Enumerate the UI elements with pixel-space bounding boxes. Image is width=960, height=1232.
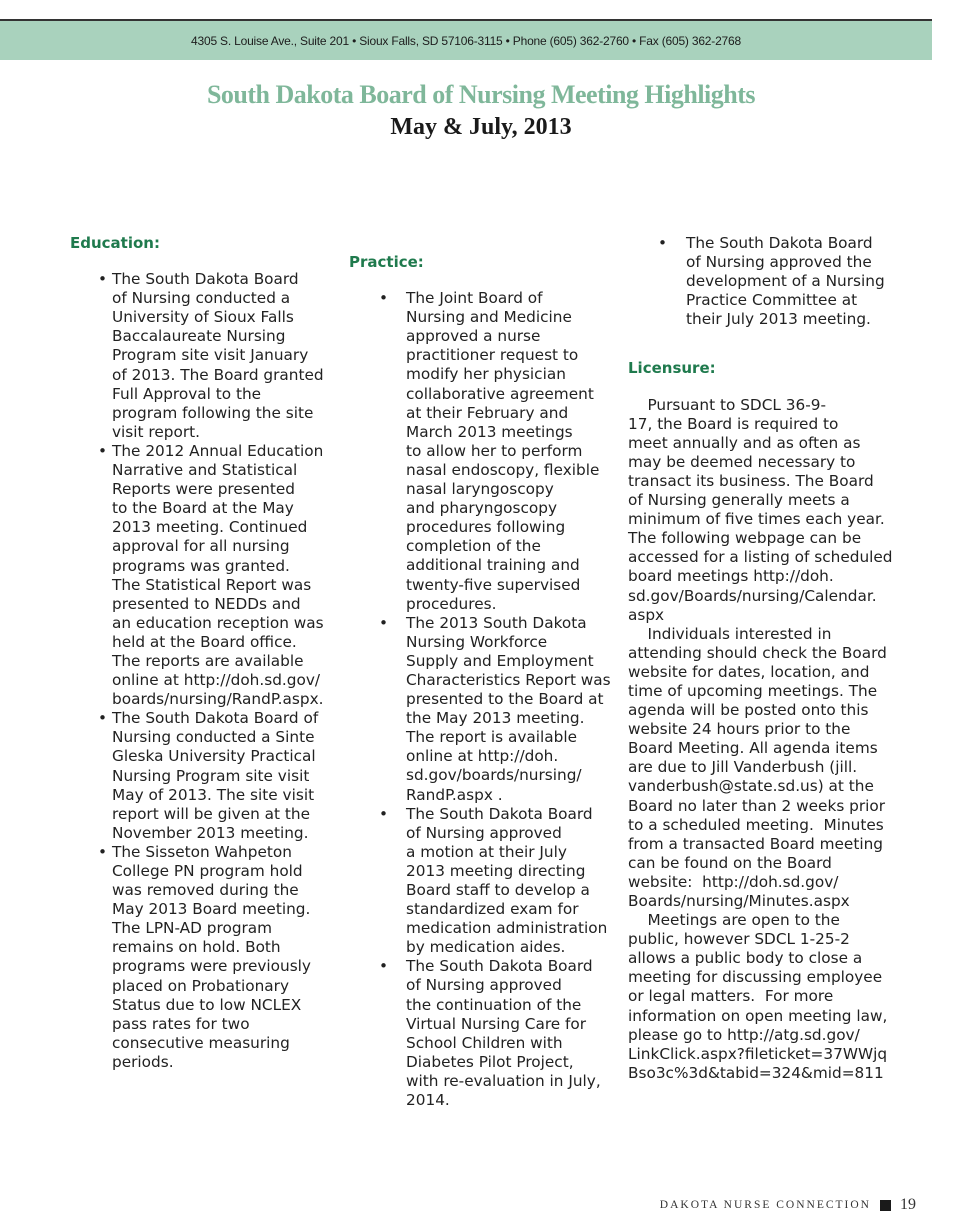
list-item-line: presented to the Board at [406, 690, 604, 709]
list-item-line: The 2012 Annual Education [112, 441, 324, 460]
list-item-line: to allow her to perform [406, 441, 583, 460]
list-item-line: approval for all nursing [112, 537, 290, 556]
list-item-line: November 2013 meeting. [112, 823, 309, 842]
list-item-line: Baccalaureate Nursing [112, 327, 286, 346]
licensure-line: allows a public body to close a [628, 949, 863, 968]
list-item-line: at their February and [406, 403, 569, 422]
list-item-line: standardized exam for [406, 900, 579, 919]
list-item-line: of 2013. The Board granted [112, 365, 324, 384]
list-item-line: their July 2013 meeting. [686, 310, 871, 329]
licensure-line: Boards/nursing/Minutes.aspx [628, 892, 850, 910]
licensure-line: meeting for discussing employee [628, 968, 883, 987]
list-item-line: online at http://doh.sd.gov/ [112, 671, 321, 690]
licensure-line: can be found on the Board [628, 853, 832, 872]
page-title: South Dakota Board of Nursing Meeting Highlights [206, 80, 756, 109]
list-item [70, 709, 338, 843]
page-subtitle: May & July, 2013 [390, 114, 572, 140]
list-item-line: Reports were presented [112, 480, 295, 499]
list-item-line: was removed during the [112, 881, 299, 900]
list-item-line: Board staff to develop a [406, 881, 590, 899]
list-item-line: presented to NEDDs and [112, 594, 301, 613]
list-item-line: Characteristics Report was [406, 670, 611, 689]
list-item-line: sd.gov/boards/nursing/ [406, 766, 582, 785]
list-item-line: The Joint Board of [406, 289, 543, 308]
list-item-line: the May 2013 meeting. [406, 709, 585, 728]
list-item-line: the continuation of the [406, 995, 582, 1014]
list-item-line: The South Dakota Board of [112, 709, 319, 728]
list-item-line: boards/nursing/RandP.aspx. [112, 690, 324, 709]
list-item-line: medication administration [406, 919, 608, 938]
licensure-line: Board Meeting. All agenda items [628, 739, 878, 758]
list-item [628, 234, 903, 329]
publication-name: DAKOTA NURSE CONNECTION [659, 1199, 871, 1211]
bullet-icon: • [98, 709, 108, 728]
licensure-line: sd.gov/Boards/nursing/Calendar. [628, 586, 877, 605]
page-number: 19 [900, 1196, 916, 1213]
list-item-line: The South Dakota Board [112, 270, 299, 289]
licensure-line: aspx [628, 605, 665, 624]
list-item-line: of Nursing approved the [686, 253, 872, 272]
licensure-line: attending should check the Board [628, 643, 887, 662]
licensure-line: meet annually and as often as [628, 433, 861, 452]
licensure-line: The following webpage can be [628, 529, 862, 548]
list-item-line: Narrative and Statistical [112, 461, 298, 480]
bullet-icon: • [98, 842, 108, 861]
list-item-line: Practice Committee at [686, 291, 858, 310]
list-item-line: The reports are available [112, 651, 304, 670]
licensure-line: of Nursing generally meets a [628, 491, 850, 510]
licensure-line: website: http://doh.sd.gov/ [628, 872, 839, 891]
bullet-icon: • [98, 270, 108, 289]
list-item [70, 270, 338, 442]
practice-list [349, 289, 619, 1110]
licensure-line: public, however SDCL 1-25-2 [628, 930, 850, 949]
bullet-icon: • [379, 957, 389, 976]
list-item-line: The LPN-AD program [112, 919, 273, 938]
list-item-line: to the Board at the May [112, 499, 294, 518]
address-bar [0, 21, 932, 60]
list-item-line: The South Dakota Board [406, 804, 593, 823]
list-item [349, 614, 619, 805]
list-item-line: The report is available [406, 728, 578, 747]
licensure-line: Meetings are open to the [628, 911, 840, 930]
list-item [349, 805, 619, 958]
list-item-line: Status due to low NCLEX [112, 995, 302, 1014]
licensure-line: Bso3c%3d&tabid=324&mid=811 [628, 1063, 884, 1082]
list-item-line: development of a Nursing [686, 272, 885, 291]
list-item-line: Program site visit January [112, 346, 309, 365]
list-item-line: consecutive measuring [112, 1033, 290, 1052]
licensure-line: accessed for a listing of scheduled [628, 548, 893, 567]
list-item [70, 843, 338, 1072]
third-column [628, 234, 903, 1083]
list-item-line: of Nursing approved [406, 823, 562, 842]
licensure-line: from a transacted Board meeting [628, 834, 883, 853]
list-item-line: additional training and [406, 556, 580, 575]
list-item-line: nasal laryngoscopy [406, 480, 554, 499]
licensure-line: board meetings http://doh. [628, 567, 834, 586]
list-item-line: Nursing Workforce [406, 632, 548, 651]
licensure-line: are due to Jill Vanderbush (jill. [628, 758, 858, 777]
list-item-line: held at the Board office. [112, 632, 297, 651]
list-item-line: The South Dakota Board [686, 234, 873, 252]
page-footer [660, 1196, 916, 1214]
list-item-line: 2013 meeting directing [406, 861, 586, 880]
list-item-line: Virtual Nursing Care for [406, 1014, 587, 1033]
list-item-line: College PN program hold [112, 862, 303, 880]
list-item-line: Full Approval to the [112, 384, 262, 403]
education-column [70, 234, 338, 1072]
list-item-line: remains on hold. Both [112, 938, 281, 957]
list-item-line: Nursing conducted a Sinte [112, 728, 315, 747]
education-list [70, 270, 338, 1072]
licensure-line: vanderbush@state.sd.us) at the [628, 777, 874, 796]
bullet-icon: • [379, 613, 389, 632]
list-item-line: of Nursing approved [406, 976, 562, 995]
list-item-line: with re-evaluation in July, [406, 1071, 601, 1090]
bullet-icon: • [98, 441, 108, 460]
licensure-line: may be deemed necessary to [628, 452, 856, 471]
list-item-line: nasal endoscopy, flexible [406, 460, 600, 479]
list-item [70, 442, 338, 709]
list-item-line: by medication aides. [406, 938, 566, 957]
list-item-line: a motion at their July [406, 842, 567, 861]
licensure-line: Pursuant to SDCL 36-9- [628, 395, 826, 414]
licensure-line: 17, the Board is required to [628, 414, 839, 433]
list-item-line: RandP.aspx . [406, 785, 503, 804]
list-item-line: The 2013 South Dakota [406, 613, 587, 632]
bullet-icon: • [379, 804, 389, 823]
licensure-body [628, 396, 903, 1083]
list-item-line: and pharyngoscopy [406, 499, 558, 518]
bullet-icon: • [658, 234, 668, 252]
licensure-line: website 24 hours prior to the [628, 720, 851, 739]
list-item-line: The Statistical Report was [112, 575, 312, 594]
list-item-line: Supply and Employment [406, 651, 594, 670]
licensure-line: transact its business. The Board [628, 471, 874, 490]
licensure-line: information on open meeting law, [628, 1006, 888, 1025]
licensure-line: Individuals interested in [628, 624, 832, 643]
list-item-line: approved a nurse [406, 327, 541, 346]
list-item-line: March 2013 meetings [406, 422, 573, 441]
list-item-line: program following the site [112, 403, 314, 422]
list-item-line: completion of the [406, 537, 541, 556]
list-item-line: practitioner request to [406, 346, 579, 365]
list-item-line: School Children with [406, 1033, 563, 1052]
list-item-line: Nursing Program site visit [112, 766, 310, 785]
list-item-line: placed on Probationary [112, 976, 290, 995]
list-item [349, 289, 619, 614]
licensure-heading: Licensure: [628, 359, 716, 378]
list-item-line: The South Dakota Board [406, 957, 593, 976]
licensure-line: Board no later than 2 weeks prior [628, 796, 886, 815]
list-item-line: of Nursing conducted a [112, 289, 291, 308]
list-item-line: procedures. [406, 594, 497, 613]
licensure-line: time of upcoming meetings. The [628, 681, 878, 700]
list-item-line: pass rates for two [112, 1014, 250, 1033]
list-item-line: report will be given at the [112, 804, 311, 823]
footer-square-icon [880, 1200, 891, 1211]
list-item [349, 957, 619, 1110]
practice-column [349, 253, 619, 1110]
list-item-line: online at http://doh. [406, 747, 559, 766]
list-item-line: twenty-five supervised [406, 575, 581, 594]
list-item-line: modify her physician [406, 365, 566, 384]
list-item-line: The Sisseton Wahpeton [112, 842, 292, 861]
list-item-line: Gleska University Practical [112, 747, 316, 766]
list-item-line: May of 2013. The site visit [112, 785, 315, 804]
list-item-line: visit report. [112, 422, 200, 441]
practice-continued-list [628, 234, 903, 329]
licensure-line: please go to http://atg.sd.gov/ [628, 1025, 860, 1044]
list-item-line: programs was granted. [112, 556, 290, 575]
list-item-line: programs were previously [112, 957, 311, 976]
licensure-line: to a scheduled meeting. Minutes [628, 815, 884, 834]
licensure-line: website for dates, location, and [628, 662, 870, 681]
bullet-icon: • [379, 289, 389, 308]
address-text: 4305 S. Louise Ave., Suite 201 • Sioux Falls, SD 57106-3115 • Phone (605) 362-2760 • Fax (605) 362-2768 [191, 33, 741, 48]
list-item-line: 2013 meeting. Continued [112, 518, 308, 537]
list-item-line: May 2013 Board meeting. [112, 900, 311, 919]
list-item-line: Nursing and Medicine [406, 308, 572, 327]
list-item-line: 2014. [406, 1091, 450, 1110]
licensure-line: or legal matters. For more [628, 987, 834, 1006]
practice-heading: Practice: [349, 253, 424, 271]
list-item-line: an education reception was [112, 613, 324, 632]
licensure-line: agenda will be posted onto this [628, 701, 869, 720]
education-heading: Education: [70, 234, 160, 252]
list-item-line: collaborative agreement [406, 384, 594, 403]
list-item-line: Diabetes Pilot Project, [406, 1052, 574, 1071]
licensure-line: minimum of five times each year. [628, 510, 885, 529]
list-item-line: procedures following [406, 518, 566, 537]
list-item-line: University of Sioux Falls [112, 308, 294, 327]
list-item-line: periods. [112, 1052, 174, 1071]
licensure-line: LinkClick.aspx?fileticket=37WWjq [628, 1044, 888, 1063]
